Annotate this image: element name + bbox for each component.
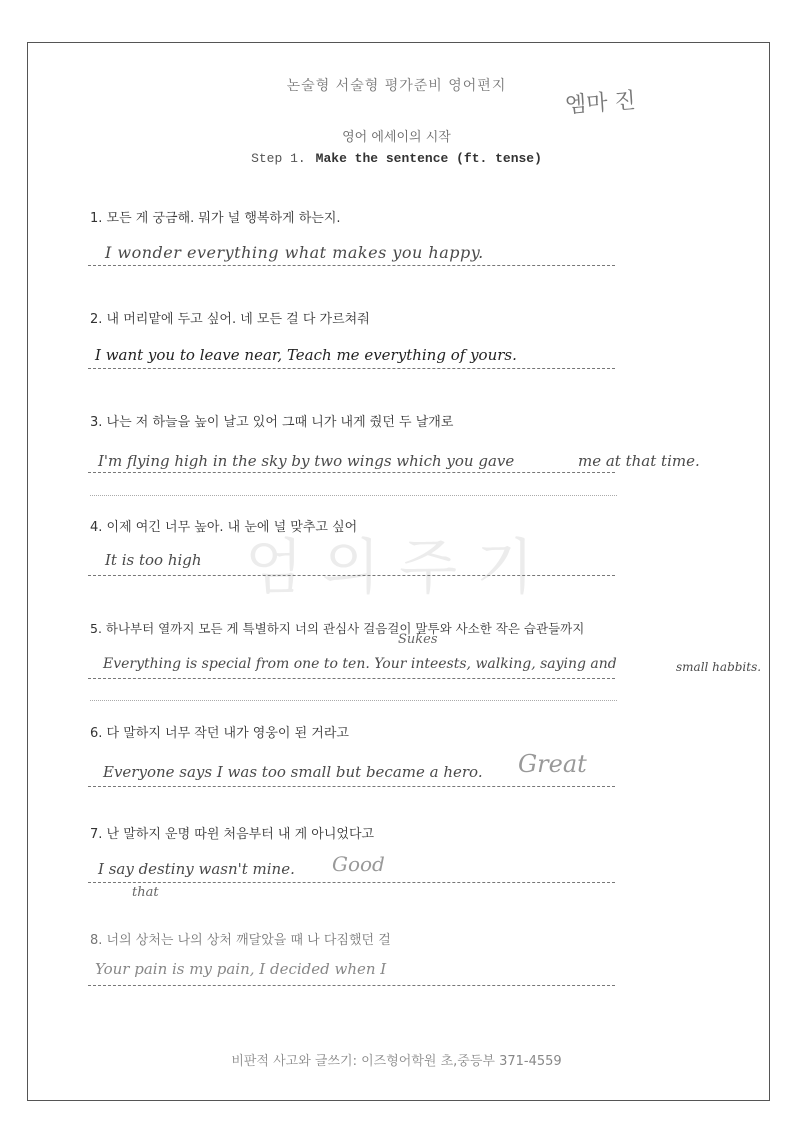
answer-line-7 xyxy=(88,882,615,883)
answer-line-3 xyxy=(88,472,615,473)
answer-line-5 xyxy=(88,678,615,679)
teacher-grade-6: Great xyxy=(518,750,587,778)
answer-line-6 xyxy=(88,786,615,787)
question-7: 7. 난 말하지 운명 따윈 처음부터 내 게 아니었다고 xyxy=(90,827,375,842)
answer-line-2 xyxy=(88,368,615,369)
question-2: 2. 내 머리맡에 두고 싶어. 네 모든 걸 다 가르쳐줘 xyxy=(90,312,370,327)
footer-text: 비판적 사고와 글쓰기: 이즈형어학원 초,중등부 371-4559 xyxy=(231,1054,562,1069)
answer-3-tail: me at that time. xyxy=(578,452,700,470)
guide-line-3 xyxy=(90,495,617,496)
question-6: 6. 다 말하지 너무 작던 내가 영웅이 된 거라고 xyxy=(90,726,349,741)
question-3: 3. 나는 저 하늘을 높이 날고 있어 그때 니가 내게 줬던 두 날개로 xyxy=(90,415,454,430)
answer-line-8 xyxy=(88,985,615,986)
answer-line-4 xyxy=(88,575,615,576)
answer-line-1 xyxy=(88,265,615,266)
author-signature: 엠마 진 xyxy=(564,88,637,119)
step-label: Step 1. xyxy=(251,151,306,166)
question-5: 5. 하나부터 열까지 모든 게 특별하지 너의 관심사 걸음걸이 말투와 사소한 작은 습관들까지 xyxy=(90,621,585,636)
step-heading xyxy=(0,151,793,166)
question-1: 1. 모든 게 궁금해. 뭐가 널 행복하게 하는지. xyxy=(90,211,341,226)
question-4: 4. 이제 여긴 너무 높아. 내 눈에 널 맞추고 싶어 xyxy=(90,520,358,535)
answer-1: I wonder everything what makes you happy. xyxy=(105,243,484,262)
answer-4: It is too high xyxy=(105,551,202,569)
question-8: 8. 너의 상처는 나의 상처 깨달았을 때 나 다짐했던 걸 xyxy=(90,933,391,948)
correction-5: Sukes xyxy=(398,632,438,647)
answer-6: Everyone says I was too small but became a hero. xyxy=(103,763,483,781)
subtitle: 영어 에세이의 시작 xyxy=(342,130,451,145)
answer-8: Your pain is my pain, I decided when I xyxy=(95,960,387,978)
teacher-grade-7: Good xyxy=(332,852,385,876)
answer-2: I want you to leave near, Teach me everything of yours. xyxy=(95,346,517,364)
insert-7: that xyxy=(132,885,159,900)
answer-5: Everything is special from one to ten. Your inteests, walking, saying and xyxy=(103,656,617,672)
watermark: 엄 의 주 기 xyxy=(245,533,535,603)
step-title: Make the sentence (ft. tense) xyxy=(315,151,542,166)
document-title: 논술형 서술형 평가준비 영어편지 xyxy=(286,78,507,94)
answer-7: I say destiny wasn't mine. xyxy=(98,860,295,878)
answer-3: I'm flying high in the sky by two wings which you gave xyxy=(98,452,515,470)
answer-5-tail: small habbits. xyxy=(676,660,762,674)
guide-line-5 xyxy=(90,700,617,701)
